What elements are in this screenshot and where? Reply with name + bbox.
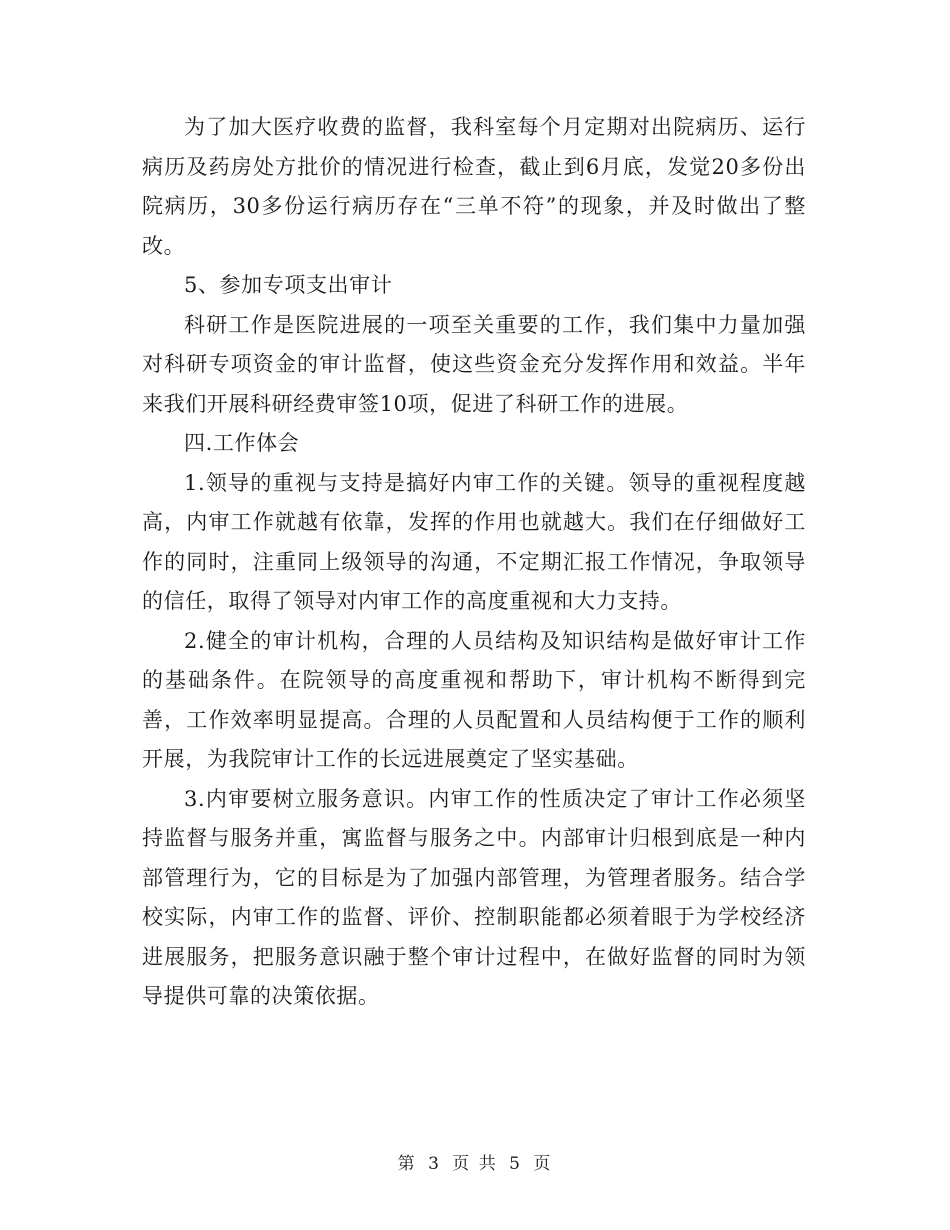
footer-current-page: 3 [428,1154,441,1174]
para-audit-structure: 2.健全的审计机构，合理的人员结构及知识结构是做好审计工作的基础条件。在院领导的高度重视和帮助下，审计机构不断得到完善，工作效率明显提高。合理的人员配置和人员结构便于工作的顺利开展，为我院审计工作的长远进展奠定了坚实基础。 [142,628,806,771]
document-body [142,108,806,1017]
footer-prefix: 第 [397,1154,417,1174]
page-footer [0,1152,950,1176]
footer-suffix: 页 [533,1154,553,1174]
heading-special-audit: 5、参加专项支出审计 [184,273,393,297]
footer-total-pages: 5 [509,1154,522,1174]
para-research-audit: 科研工作是医院进展的一项至关重要的工作，我们集中力量加强对科研专项资金的审计监督，使这些资金充分发挥作用和效益。半年来我们开展科研经费审签10项，促进了科研工作的进展。 [142,312,806,416]
para-fee-supervision: 为了加大医疗收费的监督，我科室每个月定期对出院病历、运行病历及药房处方批价的情况进行检查，截止到6月底，发觉20多份出院病历，30多份运行病历存在“三单不符”的现象，并及时做出了整改。 [142,115,806,258]
para-service-awareness: 3.内审要树立服务意识。内审工作的性质决定了审计工作必须坚持监督与服务并重，寓监督与服务之中。内部审计归根到底是一种内部管理行为，它的目标是为了加强内部管理，为管理者服务。结合学校实际，内审工作的监督、评价、控制职能都必须着眼于为学校经济进展服务，把服务意识融于整个审计过程中，在做好监督的同时为领导提供可靠的决策依据。 [142,786,806,1008]
heading-work-experience: 四.工作体会 [184,431,300,455]
footer-middle: 页 共 [452,1154,498,1174]
para-leadership: 1.领导的重视与支持是搞好内审工作的关键。领导的重视程度越高，内审工作就越有依靠，发挥的作用也就越大。我们在仔细做好工作的同时，注重同上级领导的沟通，不定期汇报工作情况，争取领导的信任，取得了领导对内审工作的高度重视和大力支持。 [142,470,806,613]
